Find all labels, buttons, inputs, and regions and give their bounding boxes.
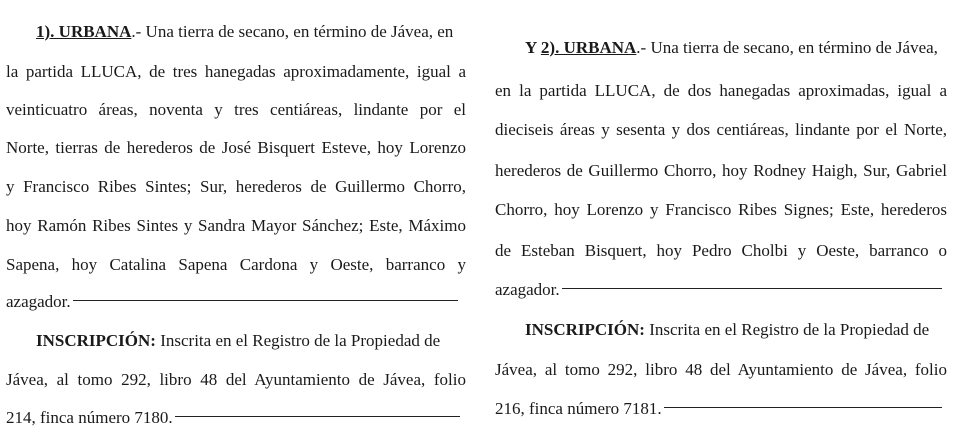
right-p1-line-1: Y 2). URBANA.- Una tierra de secano, en término de Jávea, xyxy=(525,38,938,57)
left-p1-line-2: la partida LLUCA, de tres hanegadas aproximadamente, igual a xyxy=(6,62,466,81)
right-p2-line-1: INSCRIPCIÓN: Inscrita en el Registro de la Propiedad de xyxy=(525,320,930,339)
right-p1-line-2: en la partida LLUCA, de dos hanegadas aproximadas, igual a xyxy=(495,81,947,100)
right-p1-line-7: azagador. xyxy=(495,280,947,300)
right-p2-line-3: 216, finca número 7181. xyxy=(495,399,947,419)
left-p1-line-4: Norte, tierras de herederos de José Bisquert Esteve, hoy Lorenzo xyxy=(6,138,466,157)
fill-rule xyxy=(175,416,460,417)
right-p2-line-2: Jávea, al tomo 292, libro 48 del Ayuntamiento de Jávea, folio xyxy=(495,360,947,379)
left-p1-line-7: Sapena, hoy Catalina Sapena Cardona y Oeste, barranco y xyxy=(6,255,466,274)
right-p1-line-3: dieciseis áreas y sesenta y dos centiáreas, lindante por el Norte, xyxy=(495,120,947,139)
left-p1-line-6: hoy Ramón Ribes Sintes y Sandra Mayor Sánchez; Este, Máximo xyxy=(6,216,466,235)
right-item-number: 2). URBANA xyxy=(540,38,637,57)
fill-rule xyxy=(73,300,458,301)
left-p2-line-2: Jávea, al tomo 292, libro 48 del Ayuntamiento de Jávea, folio xyxy=(6,370,466,389)
left-item-number: 1). URBANA xyxy=(36,22,132,41)
fill-rule xyxy=(562,288,942,289)
left-p1-line-8: azagador. xyxy=(6,292,466,312)
right-p1-line-6: de Esteban Bisquert, hoy Pedro Cholbi y Oeste, barranco o xyxy=(495,241,947,260)
left-p2-line-3: 214, finca número 7180. xyxy=(6,408,466,428)
inscripcion-label: INSCRIPCIÓN: xyxy=(36,331,156,350)
inscripcion-label: INSCRIPCIÓN: xyxy=(525,320,645,339)
left-p1-line-5: y Francisco Ribes Sintes; Sur, herederos de Guillermo Chorro, xyxy=(6,177,466,196)
fill-rule xyxy=(664,407,942,408)
right-p1-line-5: Chorro, hoy Lorenzo y Francisco Ribes Signes; Este, herederos xyxy=(495,200,947,219)
right-p1-line-4: herederos de Guillermo Chorro, hoy Rodney Haigh, Sur, Gabriel xyxy=(495,161,947,180)
left-p2-line-1: INSCRIPCIÓN: Inscrita en el Registro de la Propiedad de xyxy=(36,331,441,350)
left-p1-line-1: 1). URBANA.- Una tierra de secano, en término de Jávea, en xyxy=(36,22,454,41)
left-p1-line-3: veinticuatro áreas, noventa y tres centiáreas, lindante por el xyxy=(6,100,466,119)
